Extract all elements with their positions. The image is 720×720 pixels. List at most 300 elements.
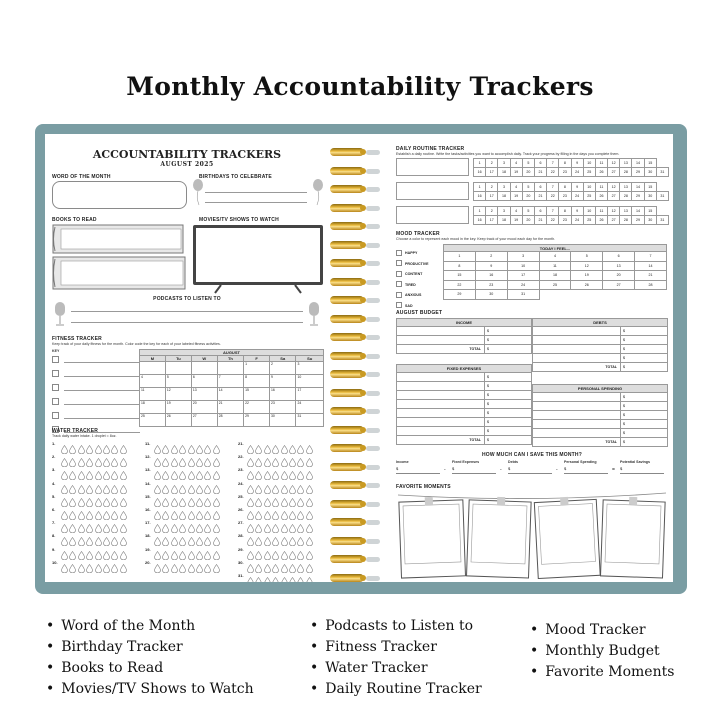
- budget-amount-field[interactable]: $: [485, 345, 532, 354]
- droplet-icon[interactable]: [171, 471, 178, 480]
- droplet-icon[interactable]: [179, 498, 186, 507]
- mood-day[interactable]: 6: [603, 252, 635, 262]
- budget-amount-field[interactable]: $: [621, 411, 668, 420]
- droplet-icon[interactable]: [204, 458, 211, 467]
- droplet-icon[interactable]: [95, 564, 102, 573]
- calendar-day[interactable]: 31: [296, 414, 324, 427]
- droplet-icon[interactable]: [61, 551, 68, 560]
- savings-field[interactable]: $: [452, 466, 496, 474]
- droplet-icon[interactable]: [61, 498, 68, 507]
- calendar-day[interactable]: 23: [270, 401, 296, 414]
- droplet-icon[interactable]: [154, 511, 161, 520]
- droplet-icon[interactable]: [247, 551, 254, 560]
- mood-day[interactable]: 23: [475, 280, 507, 290]
- droplet-icon[interactable]: [247, 537, 254, 546]
- budget-item-field[interactable]: [397, 400, 485, 409]
- droplet-icon[interactable]: [111, 445, 118, 454]
- mood-day[interactable]: 3: [507, 252, 539, 262]
- droplet-icon[interactable]: [111, 537, 118, 546]
- key-line[interactable]: [64, 418, 140, 419]
- droplet-icon[interactable]: [111, 564, 118, 573]
- routine-day[interactable]: 16: [474, 216, 486, 225]
- routine-day[interactable]: 3: [498, 183, 510, 192]
- calendar-day[interactable]: 21: [217, 401, 243, 414]
- mood-day[interactable]: 5: [571, 252, 603, 262]
- droplet-icon[interactable]: [264, 485, 271, 494]
- routine-day[interactable]: 5: [522, 159, 534, 168]
- calendar-day[interactable]: 3: [296, 362, 324, 375]
- droplet-icon[interactable]: [154, 458, 161, 467]
- calendar-day[interactable]: 18: [140, 401, 166, 414]
- routine-day[interactable]: 6: [534, 183, 546, 192]
- droplet-icon[interactable]: [188, 537, 195, 546]
- droplet-icon[interactable]: [264, 445, 271, 454]
- mood-day[interactable]: 24: [507, 280, 539, 290]
- routine-day[interactable]: 27: [608, 216, 620, 225]
- calendar-day[interactable]: 17: [296, 388, 324, 401]
- droplet-icon[interactable]: [61, 471, 68, 480]
- routine-day[interactable]: 30: [644, 216, 656, 225]
- budget-amount-field[interactable]: $: [485, 327, 532, 336]
- droplet-icon[interactable]: [103, 551, 110, 560]
- droplet-icon[interactable]: [171, 524, 178, 533]
- mood-day[interactable]: 27: [603, 280, 635, 290]
- droplet-icon[interactable]: [188, 524, 195, 533]
- routine-day[interactable]: 24: [571, 192, 583, 201]
- routine-day[interactable]: 11: [595, 207, 607, 216]
- mood-day[interactable]: 4: [539, 252, 571, 262]
- budget-item-field[interactable]: [397, 336, 485, 345]
- calendar-day[interactable]: 29: [244, 414, 270, 427]
- routine-day[interactable]: 25: [583, 192, 595, 201]
- droplet-icon[interactable]: [162, 485, 169, 494]
- droplet-icon[interactable]: [289, 485, 296, 494]
- routine-day[interactable]: 30: [644, 168, 656, 177]
- routine-day[interactable]: 15: [644, 159, 656, 168]
- droplet-icon[interactable]: [306, 577, 313, 582]
- droplet-icon[interactable]: [78, 458, 85, 467]
- routine-day[interactable]: 14: [632, 207, 644, 216]
- droplet-icon[interactable]: [247, 524, 254, 533]
- calendar-day[interactable]: 19: [165, 401, 191, 414]
- key-line[interactable]: [64, 390, 140, 391]
- droplet-icon[interactable]: [103, 445, 110, 454]
- droplet-icon[interactable]: [171, 498, 178, 507]
- birthday-line[interactable]: [205, 192, 307, 193]
- droplet-icon[interactable]: [120, 445, 127, 454]
- droplet-icon[interactable]: [204, 564, 211, 573]
- droplet-icon[interactable]: [204, 471, 211, 480]
- droplet-icon[interactable]: [188, 511, 195, 520]
- droplet-icon[interactable]: [69, 537, 76, 546]
- droplet-icon[interactable]: [179, 551, 186, 560]
- budget-item-field[interactable]: [397, 409, 485, 418]
- droplet-icon[interactable]: [188, 471, 195, 480]
- budget-amount-field[interactable]: $: [621, 393, 668, 402]
- routine-day[interactable]: 19: [510, 168, 522, 177]
- droplet-icon[interactable]: [154, 471, 161, 480]
- routine-day[interactable]: 25: [583, 168, 595, 177]
- key-line[interactable]: [64, 362, 140, 363]
- calendar-day[interactable]: [191, 362, 217, 375]
- calendar-day[interactable]: 15: [244, 388, 270, 401]
- droplet-icon[interactable]: [247, 498, 254, 507]
- droplet-icon[interactable]: [179, 471, 186, 480]
- droplet-icon[interactable]: [179, 524, 186, 533]
- droplet-icon[interactable]: [171, 537, 178, 546]
- droplet-icon[interactable]: [171, 458, 178, 467]
- droplet-icon[interactable]: [306, 511, 313, 520]
- droplet-icon[interactable]: [61, 564, 68, 573]
- routine-day[interactable]: 21: [534, 168, 546, 177]
- droplet-icon[interactable]: [297, 485, 304, 494]
- mood-day[interactable]: 11: [539, 261, 571, 271]
- droplet-icon[interactable]: [289, 471, 296, 480]
- mood-day[interactable]: 13: [603, 261, 635, 271]
- budget-amount-field[interactable]: $: [485, 427, 532, 436]
- droplet-icon[interactable]: [213, 471, 220, 480]
- key-line[interactable]: [64, 376, 140, 377]
- budget-item-field[interactable]: [397, 382, 485, 391]
- droplet-icon[interactable]: [297, 577, 304, 582]
- routine-day[interactable]: 26: [595, 192, 607, 201]
- mood-day[interactable]: 14: [635, 261, 667, 271]
- droplet-icon[interactable]: [264, 511, 271, 520]
- droplet-icon[interactable]: [188, 485, 195, 494]
- budget-item-field[interactable]: [533, 429, 621, 438]
- budget-item-field[interactable]: [533, 393, 621, 402]
- calendar-day[interactable]: 2: [270, 362, 296, 375]
- routine-day[interactable]: 15: [644, 183, 656, 192]
- droplet-icon[interactable]: [281, 458, 288, 467]
- routine-day[interactable]: 15: [644, 207, 656, 216]
- droplet-icon[interactable]: [111, 551, 118, 560]
- droplet-icon[interactable]: [69, 511, 76, 520]
- droplet-icon[interactable]: [196, 551, 203, 560]
- droplet-icon[interactable]: [196, 445, 203, 454]
- budget-amount-field[interactable]: $: [485, 400, 532, 409]
- mood-day[interactable]: 16: [475, 271, 507, 281]
- routine-day[interactable]: 30: [644, 192, 656, 201]
- mood-day[interactable]: 25: [539, 280, 571, 290]
- droplet-icon[interactable]: [196, 537, 203, 546]
- budget-item-field[interactable]: [533, 336, 621, 345]
- droplet-icon[interactable]: [188, 458, 195, 467]
- droplet-icon[interactable]: [204, 551, 211, 560]
- droplet-icon[interactable]: [213, 445, 220, 454]
- routine-day[interactable]: 26: [595, 216, 607, 225]
- droplet-icon[interactable]: [78, 524, 85, 533]
- droplet-icon[interactable]: [162, 445, 169, 454]
- droplet-icon[interactable]: [272, 511, 279, 520]
- droplet-icon[interactable]: [95, 458, 102, 467]
- droplet-icon[interactable]: [103, 471, 110, 480]
- droplet-icon[interactable]: [78, 445, 85, 454]
- droplet-icon[interactable]: [188, 551, 195, 560]
- droplet-icon[interactable]: [86, 471, 93, 480]
- droplet-icon[interactable]: [69, 498, 76, 507]
- droplet-icon[interactable]: [171, 485, 178, 494]
- droplet-icon[interactable]: [179, 485, 186, 494]
- droplet-icon[interactable]: [272, 445, 279, 454]
- mood-day[interactable]: 1: [444, 252, 476, 262]
- droplet-icon[interactable]: [204, 537, 211, 546]
- calendar-day[interactable]: 24: [296, 401, 324, 414]
- droplet-icon[interactable]: [255, 458, 262, 467]
- droplet-icon[interactable]: [86, 511, 93, 520]
- droplet-icon[interactable]: [86, 551, 93, 560]
- droplet-icon[interactable]: [154, 551, 161, 560]
- droplet-icon[interactable]: [69, 458, 76, 467]
- droplet-icon[interactable]: [297, 537, 304, 546]
- droplet-icon[interactable]: [213, 511, 220, 520]
- droplet-icon[interactable]: [306, 498, 313, 507]
- routine-day[interactable]: 19: [510, 216, 522, 225]
- droplet-icon[interactable]: [86, 537, 93, 546]
- routine-day[interactable]: 18: [498, 192, 510, 201]
- key-checkbox[interactable]: [52, 356, 59, 363]
- routine-day[interactable]: 28: [620, 216, 632, 225]
- routine-day[interactable]: 10: [583, 207, 595, 216]
- budget-item-field[interactable]: [397, 427, 485, 436]
- droplet-icon[interactable]: [297, 498, 304, 507]
- droplet-icon[interactable]: [306, 445, 313, 454]
- budget-amount-field[interactable]: $: [485, 409, 532, 418]
- droplet-icon[interactable]: [103, 524, 110, 533]
- droplet-icon[interactable]: [264, 458, 271, 467]
- mood-day[interactable]: 20: [603, 271, 635, 281]
- budget-amount-field[interactable]: $: [485, 373, 532, 382]
- droplet-icon[interactable]: [162, 498, 169, 507]
- droplet-icon[interactable]: [95, 551, 102, 560]
- droplet-icon[interactable]: [204, 498, 211, 507]
- budget-item-field[interactable]: [397, 327, 485, 336]
- droplet-icon[interactable]: [297, 551, 304, 560]
- droplet-icon[interactable]: [78, 471, 85, 480]
- droplet-icon[interactable]: [255, 537, 262, 546]
- droplet-icon[interactable]: [95, 471, 102, 480]
- droplet-icon[interactable]: [162, 537, 169, 546]
- droplet-icon[interactable]: [103, 564, 110, 573]
- droplet-icon[interactable]: [272, 485, 279, 494]
- calendar-day[interactable]: 26: [165, 414, 191, 427]
- budget-amount-field[interactable]: $: [485, 418, 532, 427]
- droplet-icon[interactable]: [255, 498, 262, 507]
- routine-day[interactable]: 27: [608, 168, 620, 177]
- droplet-icon[interactable]: [95, 498, 102, 507]
- droplet-icon[interactable]: [255, 577, 262, 582]
- droplet-icon[interactable]: [69, 564, 76, 573]
- mood-day[interactable]: 29: [444, 290, 476, 300]
- droplet-icon[interactable]: [213, 524, 220, 533]
- key-checkbox[interactable]: [52, 398, 59, 405]
- droplet-icon[interactable]: [255, 485, 262, 494]
- droplet-icon[interactable]: [120, 524, 127, 533]
- droplet-icon[interactable]: [69, 524, 76, 533]
- droplet-icon[interactable]: [154, 564, 161, 573]
- droplet-icon[interactable]: [213, 458, 220, 467]
- routine-day[interactable]: 31: [656, 168, 668, 177]
- calendar-day[interactable]: 22: [244, 401, 270, 414]
- routine-day[interactable]: 19: [510, 192, 522, 201]
- calendar-day[interactable]: 6: [191, 375, 217, 388]
- routine-day[interactable]: 24: [571, 216, 583, 225]
- droplet-icon[interactable]: [120, 485, 127, 494]
- routine-day[interactable]: 27: [608, 192, 620, 201]
- droplet-icon[interactable]: [289, 458, 296, 467]
- droplet-icon[interactable]: [306, 537, 313, 546]
- droplet-icon[interactable]: [86, 458, 93, 467]
- droplet-icon[interactable]: [86, 485, 93, 494]
- budget-amount-field[interactable]: $: [621, 420, 668, 429]
- budget-amount-field[interactable]: $: [621, 345, 668, 354]
- routine-day[interactable]: 9: [571, 159, 583, 168]
- routine-task-field[interactable]: [396, 182, 469, 200]
- droplet-icon[interactable]: [120, 564, 127, 573]
- routine-day[interactable]: 1: [474, 159, 486, 168]
- droplet-icon[interactable]: [297, 564, 304, 573]
- droplet-icon[interactable]: [204, 524, 211, 533]
- budget-amount-field[interactable]: $: [485, 336, 532, 345]
- droplet-icon[interactable]: [95, 537, 102, 546]
- droplet-icon[interactable]: [78, 551, 85, 560]
- droplet-icon[interactable]: [306, 458, 313, 467]
- routine-day[interactable]: 1: [474, 207, 486, 216]
- droplet-icon[interactable]: [272, 524, 279, 533]
- droplet-icon[interactable]: [154, 485, 161, 494]
- mood-day[interactable]: 7: [635, 252, 667, 262]
- droplet-icon[interactable]: [154, 445, 161, 454]
- mood-day[interactable]: 18: [539, 271, 571, 281]
- droplet-icon[interactable]: [247, 445, 254, 454]
- droplet-icon[interactable]: [61, 485, 68, 494]
- budget-item-field[interactable]: [533, 327, 621, 336]
- droplet-icon[interactable]: [247, 564, 254, 573]
- droplet-icon[interactable]: [196, 498, 203, 507]
- budget-amount-field[interactable]: $: [621, 402, 668, 411]
- droplet-icon[interactable]: [297, 511, 304, 520]
- routine-day[interactable]: 29: [632, 192, 644, 201]
- budget-amount-field[interactable]: $: [621, 354, 668, 363]
- routine-day[interactable]: 23: [559, 192, 571, 201]
- droplet-icon[interactable]: [61, 445, 68, 454]
- droplet-icon[interactable]: [120, 551, 127, 560]
- droplet-icon[interactable]: [86, 498, 93, 507]
- routine-day[interactable]: 24: [571, 168, 583, 177]
- mood-day[interactable]: 28: [635, 280, 667, 290]
- droplet-icon[interactable]: [264, 471, 271, 480]
- calendar-day[interactable]: 20: [191, 401, 217, 414]
- mood-day[interactable]: 12: [571, 261, 603, 271]
- droplet-icon[interactable]: [204, 485, 211, 494]
- budget-item-field[interactable]: [397, 373, 485, 382]
- droplet-icon[interactable]: [196, 564, 203, 573]
- budget-amount-field[interactable]: $: [485, 391, 532, 400]
- droplet-icon[interactable]: [111, 458, 118, 467]
- routine-day[interactable]: 20: [522, 216, 534, 225]
- droplet-icon[interactable]: [162, 458, 169, 467]
- routine-day[interactable]: 11: [595, 183, 607, 192]
- routine-day[interactable]: 20: [522, 192, 534, 201]
- droplet-icon[interactable]: [264, 577, 271, 582]
- calendar-day[interactable]: 1: [244, 362, 270, 375]
- droplet-icon[interactable]: [264, 551, 271, 560]
- routine-day[interactable]: 9: [571, 207, 583, 216]
- droplet-icon[interactable]: [162, 471, 169, 480]
- droplet-icon[interactable]: [272, 537, 279, 546]
- calendar-day[interactable]: 28: [217, 414, 243, 427]
- droplet-icon[interactable]: [272, 458, 279, 467]
- routine-day[interactable]: 9: [571, 183, 583, 192]
- droplet-icon[interactable]: [179, 511, 186, 520]
- droplet-icon[interactable]: [188, 498, 195, 507]
- calendar-day[interactable]: [217, 362, 243, 375]
- routine-day[interactable]: 13: [620, 159, 632, 168]
- droplet-icon[interactable]: [247, 458, 254, 467]
- droplet-icon[interactable]: [255, 524, 262, 533]
- droplet-icon[interactable]: [78, 564, 85, 573]
- droplet-icon[interactable]: [196, 524, 203, 533]
- droplet-icon[interactable]: [179, 564, 186, 573]
- routine-day[interactable]: 3: [498, 207, 510, 216]
- droplet-icon[interactable]: [247, 471, 254, 480]
- routine-day[interactable]: 17: [486, 168, 498, 177]
- routine-day[interactable]: 26: [595, 168, 607, 177]
- routine-day[interactable]: 18: [498, 168, 510, 177]
- calendar-day[interactable]: 8: [244, 375, 270, 388]
- droplet-icon[interactable]: [95, 485, 102, 494]
- podcast-line[interactable]: [71, 311, 303, 312]
- calendar-day[interactable]: 13: [191, 388, 217, 401]
- droplet-icon[interactable]: [95, 524, 102, 533]
- routine-day[interactable]: 23: [559, 216, 571, 225]
- calendar-day[interactable]: 12: [165, 388, 191, 401]
- routine-day[interactable]: 4: [510, 183, 522, 192]
- routine-day[interactable]: 7: [547, 207, 559, 216]
- routine-day[interactable]: 16: [474, 168, 486, 177]
- droplet-icon[interactable]: [69, 485, 76, 494]
- routine-day[interactable]: 22: [547, 216, 559, 225]
- droplet-icon[interactable]: [196, 485, 203, 494]
- calendar-day[interactable]: [165, 362, 191, 375]
- droplet-icon[interactable]: [255, 564, 262, 573]
- droplet-icon[interactable]: [196, 471, 203, 480]
- droplet-icon[interactable]: [272, 498, 279, 507]
- droplet-icon[interactable]: [196, 458, 203, 467]
- droplet-icon[interactable]: [272, 551, 279, 560]
- droplet-icon[interactable]: [272, 564, 279, 573]
- droplet-icon[interactable]: [111, 485, 118, 494]
- mood-day[interactable]: 26: [571, 280, 603, 290]
- droplet-icon[interactable]: [281, 537, 288, 546]
- routine-day[interactable]: 2: [486, 207, 498, 216]
- droplet-icon[interactable]: [281, 498, 288, 507]
- droplet-icon[interactable]: [69, 445, 76, 454]
- droplet-icon[interactable]: [255, 445, 262, 454]
- mood-day[interactable]: 8: [444, 261, 476, 271]
- droplet-icon[interactable]: [61, 524, 68, 533]
- droplet-icon[interactable]: [103, 485, 110, 494]
- calendar-day[interactable]: 25: [140, 414, 166, 427]
- droplet-icon[interactable]: [111, 524, 118, 533]
- mood-color-box[interactable]: [396, 302, 402, 308]
- key-line[interactable]: [64, 404, 140, 405]
- droplet-icon[interactable]: [103, 498, 110, 507]
- droplet-icon[interactable]: [264, 564, 271, 573]
- budget-amount-field[interactable]: $: [621, 438, 668, 447]
- budget-item-field[interactable]: [533, 420, 621, 429]
- routine-day[interactable]: 8: [559, 183, 571, 192]
